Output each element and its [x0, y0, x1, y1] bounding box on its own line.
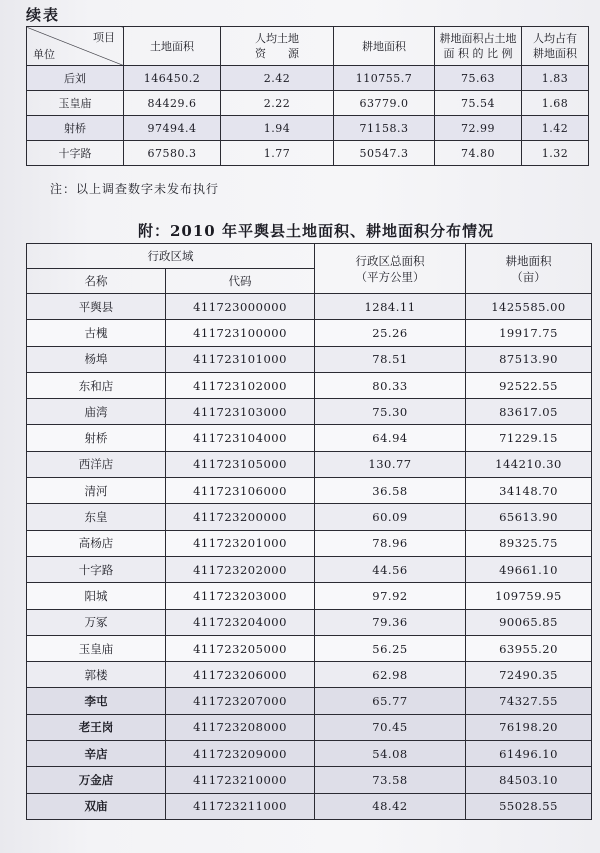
value-cell: 97494.4 — [124, 116, 221, 141]
code-cell: 411723101000 — [166, 346, 315, 372]
table-row — [27, 91, 589, 116]
area-cell: 1284.11 — [315, 294, 466, 320]
code-cell: 411723102000 — [166, 372, 315, 398]
header-farmland-ratio: 耕地面积占土地 面 积 的 比 例 — [435, 27, 522, 66]
header-per-capita-farmland: 人均占有 耕地面积 — [522, 27, 589, 66]
table-row — [27, 116, 589, 141]
name-cell: 庙湾 — [27, 399, 166, 425]
table-row — [27, 662, 592, 688]
value-cell: 2.42 — [221, 66, 334, 91]
farmland-cell: 65613.90 — [466, 504, 592, 530]
value-cell: 84429.6 — [124, 91, 221, 116]
code-cell: 411723211000 — [166, 793, 315, 819]
name-cell: 万金店 — [27, 767, 166, 793]
area-cell: 64.94 — [315, 425, 466, 451]
code-cell: 411723201000 — [166, 530, 315, 556]
table-row — [27, 372, 592, 398]
name-cell: 西洋店 — [27, 451, 166, 477]
value-cell: 50547.3 — [334, 141, 435, 166]
farmland-cell: 92522.55 — [466, 372, 592, 398]
farmland-cell: 72490.35 — [466, 662, 592, 688]
farmland-cell: 144210.30 — [466, 451, 592, 477]
farmland-cell: 74327.55 — [466, 688, 592, 714]
area-cell: 56.25 — [315, 635, 466, 661]
table-header-row — [27, 244, 592, 269]
table-row — [27, 346, 592, 372]
continued-title: 续表 — [26, 6, 61, 24]
farmland-cell: 19917.75 — [466, 320, 592, 346]
table-row — [27, 425, 592, 451]
code-cell: 411723208000 — [166, 714, 315, 740]
value-cell: 1.77 — [221, 141, 334, 166]
area-cell: 54.08 — [315, 741, 466, 767]
header-per-capita-land: 人均土地 资 源 — [221, 27, 334, 66]
name-cell: 老王岗 — [27, 714, 166, 740]
table-row — [27, 294, 592, 320]
area-cell: 25.26 — [315, 320, 466, 346]
name-cell: 玉皇庙 — [27, 635, 166, 661]
farmland-cell: 83617.05 — [466, 399, 592, 425]
value-cell: 1.83 — [522, 66, 589, 91]
code-cell: 411723103000 — [166, 399, 315, 425]
table-row — [27, 688, 592, 714]
name-cell: 清河 — [27, 478, 166, 504]
header-region: 行政区域 — [27, 244, 315, 269]
farmland-cell: 49661.10 — [466, 556, 592, 582]
area-cell: 78.51 — [315, 346, 466, 372]
farmland-cell: 76198.20 — [466, 714, 592, 740]
name-cell: 东皇 — [27, 504, 166, 530]
name-cell: 杨埠 — [27, 346, 166, 372]
table-row — [27, 478, 592, 504]
code-cell: 411723210000 — [166, 767, 315, 793]
header-farmland: 耕地面积 （亩） — [466, 244, 592, 294]
value-cell: 1.32 — [522, 141, 589, 166]
area-cell: 48.42 — [315, 793, 466, 819]
value-cell: 71158.3 — [334, 116, 435, 141]
area-cell: 97.92 — [315, 583, 466, 609]
table-row — [27, 320, 592, 346]
area-cell: 70.45 — [315, 714, 466, 740]
appendix-title: 附：2010 年平舆县土地面积、耕地面积分布情况 — [138, 222, 494, 240]
code-cell: 411723206000 — [166, 662, 315, 688]
code-cell: 411723104000 — [166, 425, 315, 451]
area-cell: 65.77 — [315, 688, 466, 714]
area-cell: 36.58 — [315, 478, 466, 504]
farmland-cell: 109759.95 — [466, 583, 592, 609]
table-row — [27, 583, 592, 609]
value-cell: 75.54 — [435, 91, 522, 116]
value-cell: 1.42 — [522, 116, 589, 141]
name-cell: 十字路 — [27, 556, 166, 582]
value-cell: 75.63 — [435, 66, 522, 91]
corner-item-label: 项目 — [93, 31, 115, 44]
code-cell: 411723204000 — [166, 609, 315, 635]
table-row — [27, 767, 592, 793]
header-total-area: 行政区总面积 （平方公里） — [315, 244, 466, 294]
farmland-cell: 90065.85 — [466, 609, 592, 635]
farmland-cell: 89325.75 — [466, 530, 592, 556]
farmland-cell: 55028.55 — [466, 793, 592, 819]
value-cell: 2.22 — [221, 91, 334, 116]
name-cell: 辛店 — [27, 741, 166, 767]
code-cell: 411723205000 — [166, 635, 315, 661]
corner-unit-label: 单位 — [33, 48, 55, 61]
header-code: 代码 — [166, 269, 315, 294]
code-cell: 411723207000 — [166, 688, 315, 714]
code-cell: 411723106000 — [166, 478, 315, 504]
table-header-row — [27, 27, 589, 66]
code-cell: 411723100000 — [166, 320, 315, 346]
area-cell: 75.30 — [315, 399, 466, 425]
table-row — [27, 741, 592, 767]
code-cell: 411723203000 — [166, 583, 315, 609]
table-body — [27, 294, 592, 820]
name-cell: 平舆县 — [27, 294, 166, 320]
farmland-cell: 84503.10 — [466, 767, 592, 793]
value-cell: 72.99 — [435, 116, 522, 141]
table-row — [27, 714, 592, 740]
name-cell: 双庙 — [27, 793, 166, 819]
value-cell: 1.68 — [522, 91, 589, 116]
value-cell: 1.94 — [221, 116, 334, 141]
farmland-cell: 1425585.00 — [466, 294, 592, 320]
area-cell: 60.09 — [315, 504, 466, 530]
land-resources-table — [26, 26, 589, 166]
code-cell: 411723202000 — [166, 556, 315, 582]
footnote: 注：以上调查数字未发布执行 — [50, 182, 220, 196]
table-row — [27, 793, 592, 819]
farmland-cell: 63955.20 — [466, 635, 592, 661]
name-cell: 古槐 — [27, 320, 166, 346]
value-cell: 63779.0 — [334, 91, 435, 116]
area-cell: 73.58 — [315, 767, 466, 793]
farmland-cell: 61496.10 — [466, 741, 592, 767]
table-row — [27, 530, 592, 556]
header-farmland-area: 耕地面积 — [334, 27, 435, 66]
unit-cell: 后刘 — [27, 66, 124, 91]
code-cell: 411723209000 — [166, 741, 315, 767]
area-cell: 78.96 — [315, 530, 466, 556]
name-cell: 郭楼 — [27, 662, 166, 688]
farmland-cell: 34148.70 — [466, 478, 592, 504]
value-cell: 110755.7 — [334, 66, 435, 91]
district-area-table — [26, 243, 592, 820]
unit-cell: 十字路 — [27, 141, 124, 166]
code-cell: 411723200000 — [166, 504, 315, 530]
table-row — [27, 504, 592, 530]
name-cell: 东和店 — [27, 372, 166, 398]
table-row — [27, 451, 592, 477]
farmland-cell: 71229.15 — [466, 425, 592, 451]
code-cell: 411723000000 — [166, 294, 315, 320]
name-cell: 阳城 — [27, 583, 166, 609]
unit-cell: 玉皇庙 — [27, 91, 124, 116]
table-row — [27, 66, 589, 91]
table-row — [27, 399, 592, 425]
header-land-area: 土地面积 — [124, 27, 221, 66]
area-cell: 130.77 — [315, 451, 466, 477]
table-row — [27, 609, 592, 635]
value-cell: 146450.2 — [124, 66, 221, 91]
unit-cell: 射桥 — [27, 116, 124, 141]
code-cell: 411723105000 — [166, 451, 315, 477]
area-cell: 44.56 — [315, 556, 466, 582]
area-cell: 79.36 — [315, 609, 466, 635]
name-cell: 李屯 — [27, 688, 166, 714]
corner-header-cell — [27, 27, 124, 66]
area-cell: 80.33 — [315, 372, 466, 398]
name-cell: 万冢 — [27, 609, 166, 635]
value-cell: 67580.3 — [124, 141, 221, 166]
name-cell: 射桥 — [27, 425, 166, 451]
table-row — [27, 556, 592, 582]
table-row — [27, 141, 589, 166]
table-row — [27, 635, 592, 661]
name-cell: 高杨店 — [27, 530, 166, 556]
farmland-cell: 87513.90 — [466, 346, 592, 372]
header-name: 名称 — [27, 269, 166, 294]
area-cell: 62.98 — [315, 662, 466, 688]
value-cell: 74.80 — [435, 141, 522, 166]
